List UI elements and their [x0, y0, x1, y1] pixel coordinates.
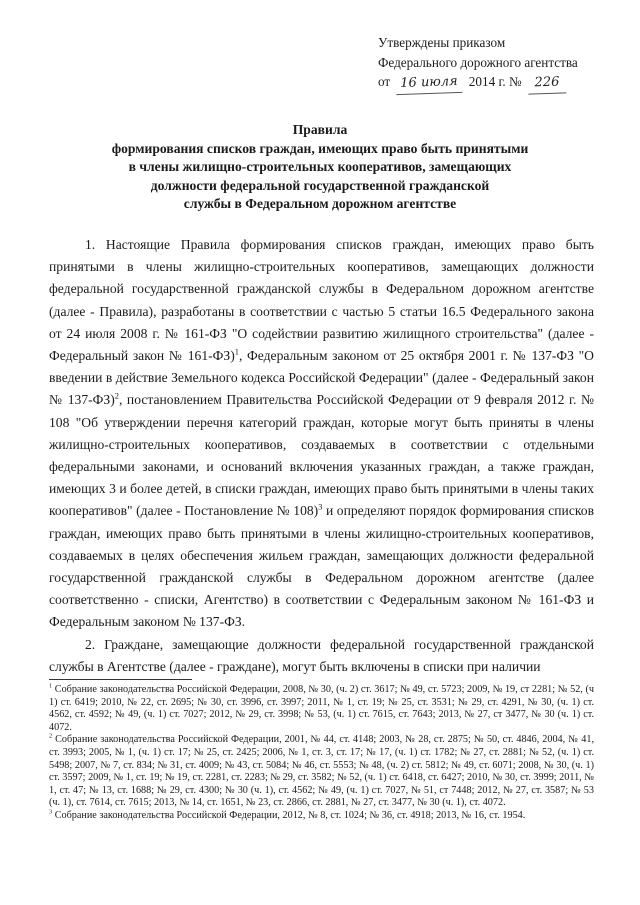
- footnote-ref-2: 2: [114, 390, 119, 401]
- approval-line-1: Утверждены приказом: [378, 35, 506, 50]
- footnote-separator: [49, 679, 192, 680]
- document-title: [70, 121, 570, 214]
- approval-line-2: Федерального дорожного агентства: [378, 54, 578, 70]
- footnote-text-3: Собрание законодательства Российской Федерации, 2012, № 8, ст. 1024; № 36, ст. 4918; 2013, № 16, ст. 1954.: [52, 809, 526, 821]
- footnote-ref-1: 1: [234, 346, 239, 357]
- footnote-mark-2: 2: [49, 732, 53, 740]
- footnote-2: [49, 734, 594, 810]
- paragraph-1: [49, 234, 594, 634]
- title-line: формирования списков граждан, имеющих право быть принятыми: [111, 140, 529, 156]
- title-line: в члены жилищно-строительных кооперативов, замещающих: [128, 159, 512, 175]
- paragraph-1-part-1: 1. Настоящие Правила формирования списков граждан, имеющих право быть принятыми в члены жилищно-строительных кооперативов, замещающих должности федеральной государственной гражданской службы в Федеральном дорожном агентстве (далее - Правила), разработаны в соответствии с частью 5 статьи 16.5 Федерального закона от 24 июля 2008 г. № 161-ФЗ "О содействии развитию жилищного строительства" (далее - Федеральный закон № 161-ФЗ): [49, 237, 594, 364]
- footnote-text-1: Собрание законодательства Российской Федерации, 2008, № 30, (ч. 2) ст. 3617; № 49, ст. 5723; 2009, № 19, ст 2281; № 52, (ч 1) ст. 6419; 2010, № 22, ст. 2695; № 30, ст. 3996, ст. 3997; 2011, № 1, ст. 19; № 25, ст. 3531; № 29, ст. 4291, № 30, (ч. 1) ст. 4562, ст. 4592; № 49, (ч. 1) ст. 7027; 2012, № 29, ст. 3998; № 53, (ч. 1) ст. 7615, ст. 7643; 2013, № 27, ст 3477, № 30 (ч. 1) ст. 4072.: [49, 684, 594, 733]
- footnotes: [49, 684, 594, 823]
- paragraph-2: 2. Граждане, замещающие должности федеральной государственной гражданской службы в Агентстве (далее - граждане), могут быть включены в списки при наличии: [49, 636, 594, 674]
- footnote-1: [49, 684, 594, 734]
- footnote-mark-1: 1: [49, 682, 53, 690]
- approval-date-prefix: от: [378, 74, 391, 89]
- handwritten-number: 226: [528, 72, 567, 94]
- approval-date-line: [378, 72, 618, 94]
- title-line: должности федеральной государственной гражданской: [150, 177, 490, 193]
- footnote-ref-3: 3: [318, 501, 323, 512]
- paragraph-1-part-3: , постановлением Правительства Российской Федерации от 9 февраля 2012 г. № 108 "Об утверждении перечня категорий граждан, которые могут быть приняты в члены жилищно-строительных кооперативов, создаваемых в соответствии с отдельными федеральными законами, и оснований включения указанных граждан, а также граждан, имеющих 3 и более детей, в списки граждан, имеющих право быть принятыми в члены таких кооперативов" (далее - Постановление № 108): [49, 392, 594, 519]
- paragraph-1-part-2: , Федеральным законом от 25 октября 2001 г. № 137-ФЗ "О введении в действие Земельного кодекса Российской Федерации" (далее - Федеральный закон № 137-ФЗ): [49, 348, 594, 408]
- footnote-text-2: Собрание законодательства Российской Федерации, 2001, № 44, ст. 4148; 2003, № 28, ст. 2875; № 50, ст. 4846, 2004, № 41, ст. 3993; 2005, № 1, (ч. 1) ст. 17; № 25, ст. 2425; 2006, № 1, ст. 3, ст. 17; № 17, (ч. 1) ст. 1782; № 27, ст. 2881; № 52, (ч. 1) ст. 5498; 2007, № 7, ст. 834; № 31, ст. 4009; № 43, ст. 5084; № 46, ст. 5553; № 48, (ч. 2) ст. 5812; № 49, ст. 6071; 2008, № 30, (ч. 1) ст. 3597; 2009, № 1, ст. 19; № 19, ст. 2281, ст. 2283; № 29, ст. 3582; № 52, (ч. 1) ст. 6418, ст. 6427; 2010, № 30, ст. 3999; 2011, № 1, ст. 47; № 13, ст. 1688; № 29, ст. 4300; № 30 (ч. 1), ст. 4562; № 49, (ч. 1) ст. 7027, № 51, ст 7448; 2012, № 27, ст. 3587; № 53 (ч. 1), ст. 7614, ст. 7615; 2013, № 14, ст. 1651, № 23, ст. 2866, ст. 2881, № 27, ст. 3477, № 30 (ч. 1), ст. 4072.: [49, 734, 594, 809]
- approval-year: 2014 г. №: [468, 74, 522, 89]
- document-body: [49, 234, 594, 678]
- approval-stamp: [378, 33, 618, 94]
- title-line: Правила: [292, 122, 348, 137]
- title-line: службы в Федеральном дорожном агентстве: [183, 196, 457, 212]
- footnote-3: [49, 810, 594, 823]
- handwritten-date: 16 июля: [396, 72, 463, 95]
- paragraph-1-part-4: и определяют порядок формирования списков граждан, имеющих право быть принятыми в члены жилищно-строительных кооперативов, создаваемых в целях обеспечения жильем граждан, замещающих должности федеральной государственной гражданской службы в Федеральном дорожном агентстве (далее соответственно - списки, Агентство) в соответствии с Федеральным законом № 161-ФЗ и Федеральным законом № 137-ФЗ.: [49, 503, 594, 630]
- footnote-mark-3: 3: [49, 808, 53, 816]
